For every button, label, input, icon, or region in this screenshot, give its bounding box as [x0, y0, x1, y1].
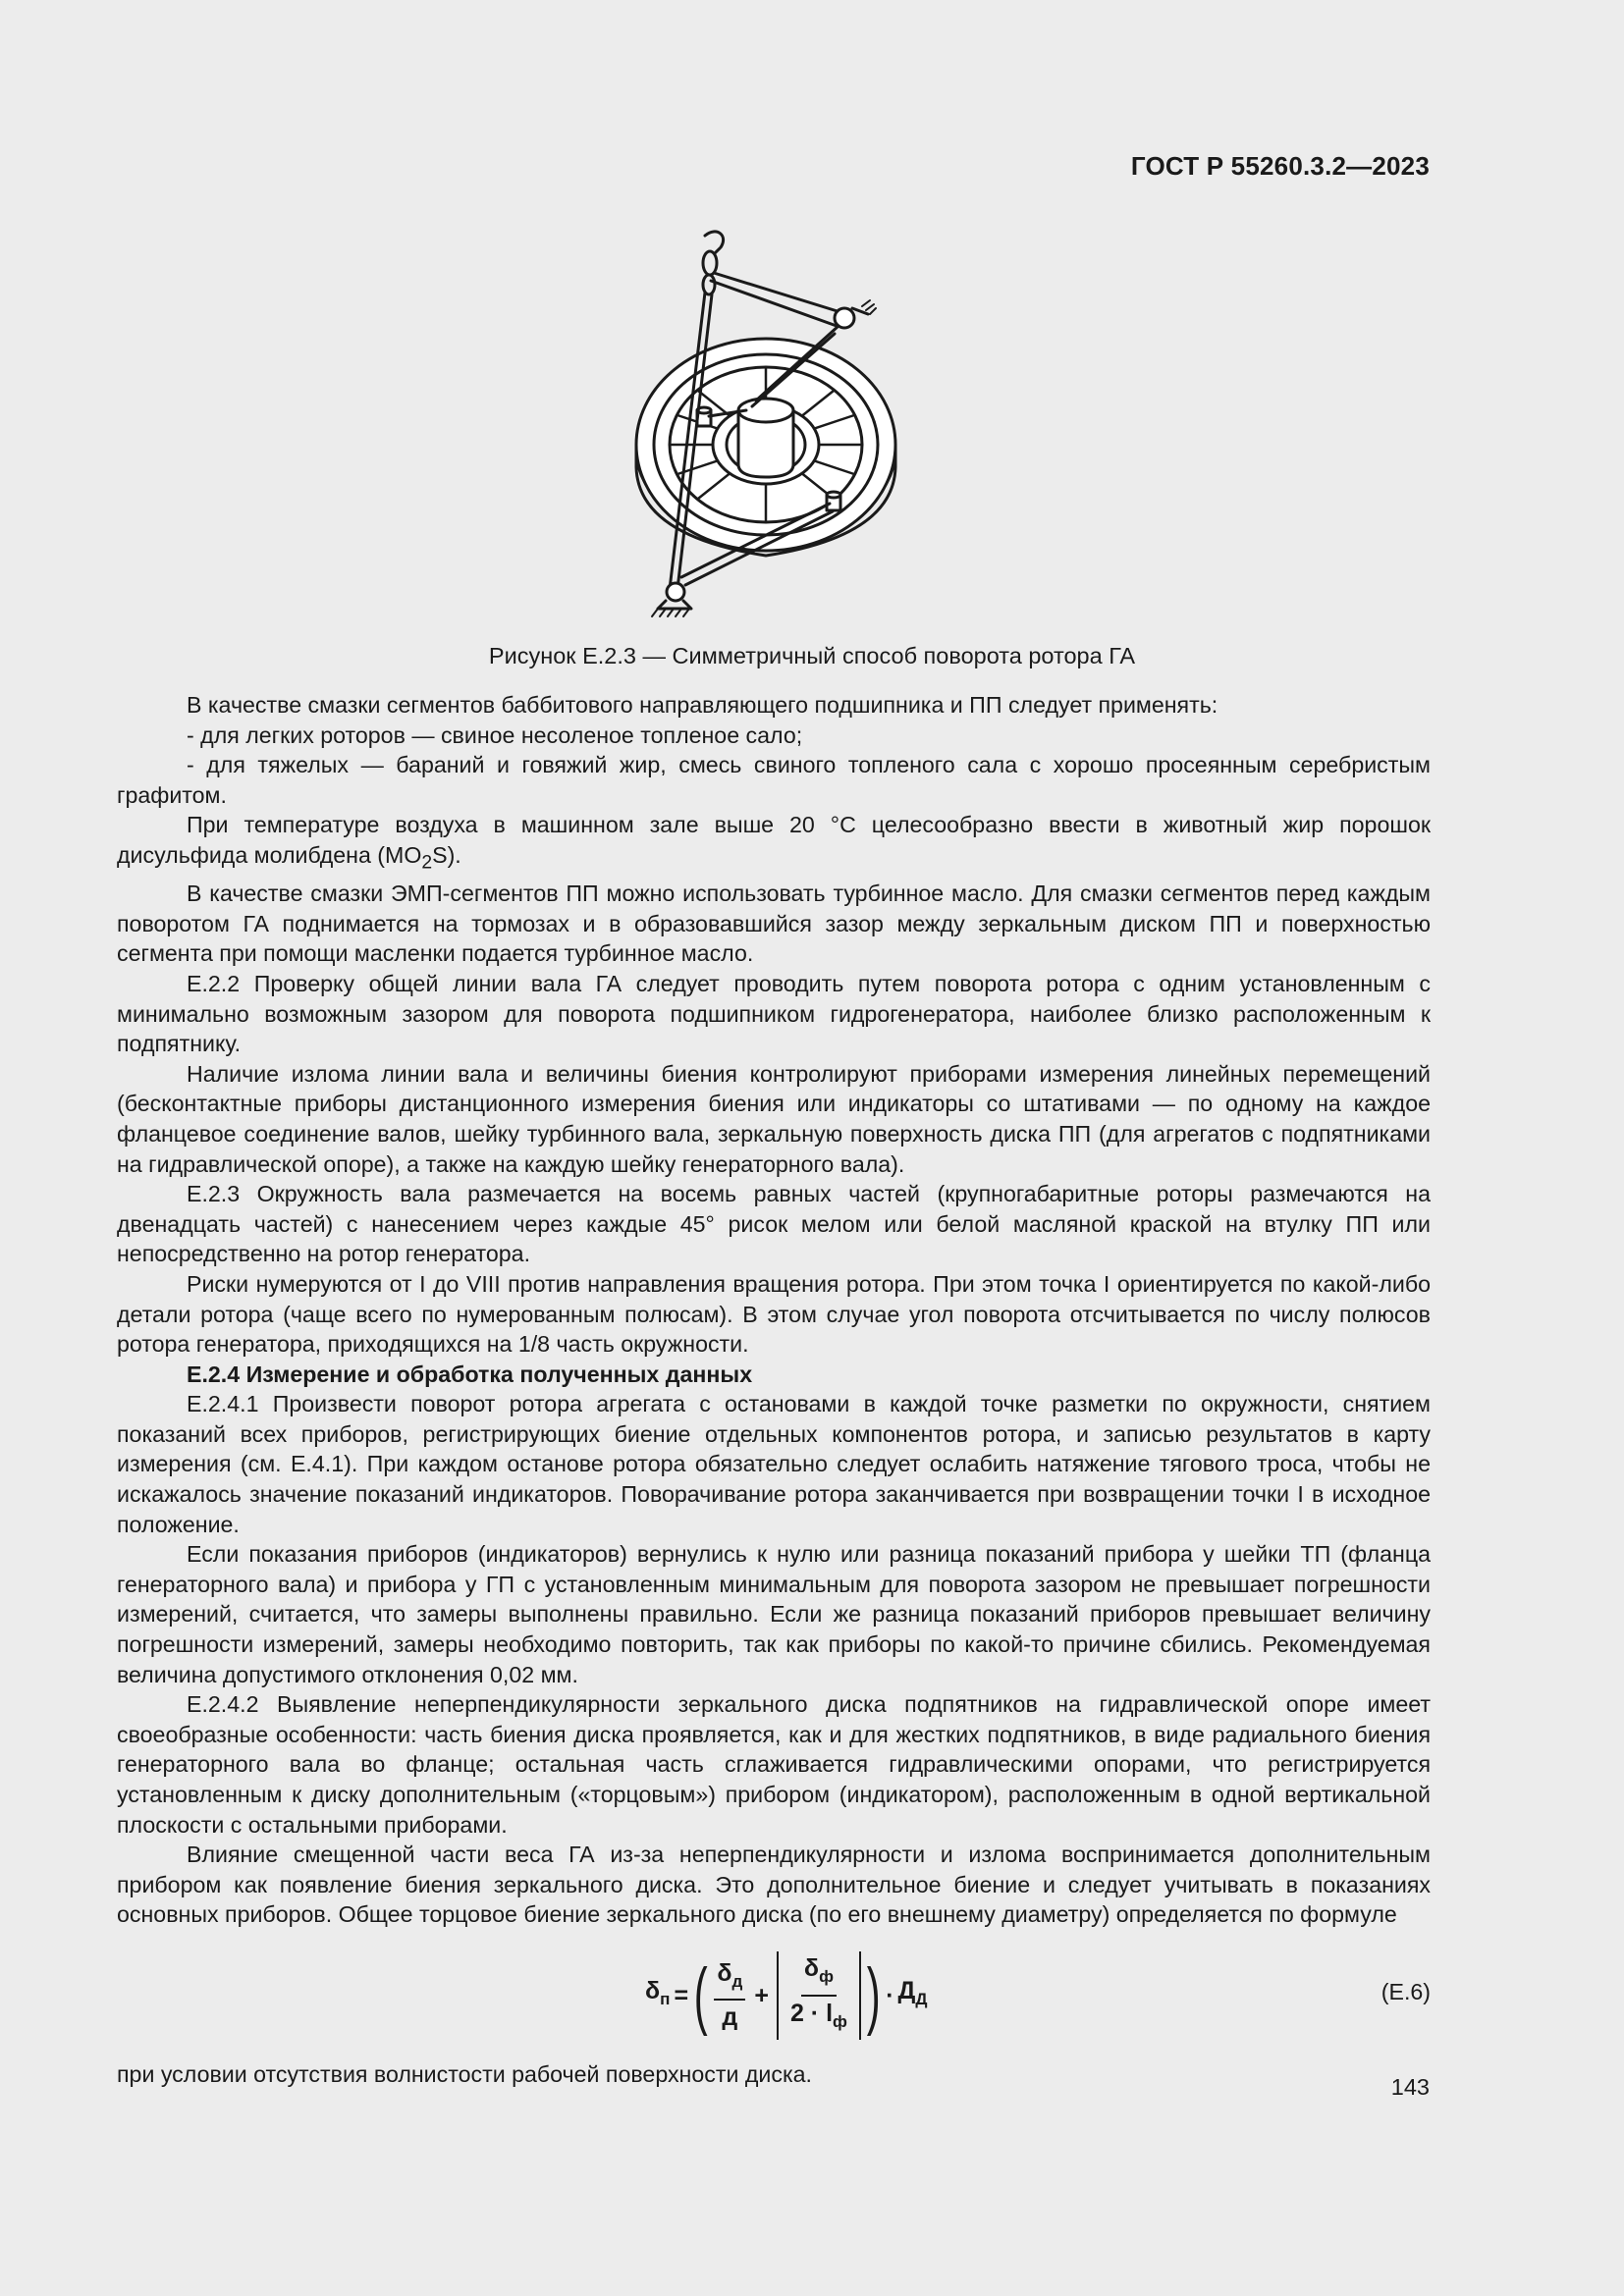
formula-plus: + [754, 1981, 769, 2009]
paragraph: Е.2.4.1 Произвести поворот ротора агрегата с остановами в каждой точке разметки по окружности, снятием показаний всех приборов, регистрирующих биение отдельных компонентов ротора, и записью результатов в карту измерения (см. Е.4.1). При каждом останове ротора обязательно следует ослабить натяжение тягового троса, чтобы не искажалось значение показаний индикаторов. Поворачивание ротора заканчивается при возвращении точки I в исходное положение. [117, 1391, 1431, 1537]
formula-left-paren: ( [693, 1952, 708, 2037]
formula-multiplier: $Д_Д$ [897, 1977, 928, 2009]
paragraph: Е.2.2 Проверку общей линии вала ГА следует проводить путем поворота ротора с одним установленным с минимально возможным зазором для поворота подшипником гидрогенератора, наиболее близко расположенным к подпятнику. [117, 970, 1431, 1057]
paragraph: - для легких роторов — свиное несоленое топленое сало; [187, 721, 803, 748]
formula-absolute [777, 1951, 861, 2039]
paragraph: В качестве смазки ЭМП-сегментов ПП можно использовать турбинное масло. Для смазки сегментов перед каждым поворотом ГА поднимается на тормозах и в образовавшийся зазор между зеркальным диском ПП и поверхностью сегмента при помощи масленки подается турбинное масло. [117, 881, 1431, 967]
formula [645, 1946, 927, 2046]
formula-lhs: $\delta_п$ [645, 1977, 671, 2009]
paragraph: Риски нумеруются от I до VIII против направления вращения ротора. При этом точка I ориентируется по какой-либо детали ротора (чаще всего по нумерованным полюсам). В этом случае угол поворота отсчитывается по числу полюсов ротора генератора, приходящихся на 1/8 часть окружности. [117, 1270, 1431, 1358]
formula-right-paren: ) [866, 1952, 881, 2037]
formula-row [117, 1946, 1431, 2046]
paragraph: При температуре воздуха в машинном зале выше 20 °С целесообразно ввести в животный жир порошок дисульфида молибдена $(МО_2S)$. [117, 812, 1431, 874]
formula-fraction-1: $\frac{\delta_д}{д}$ [714, 1958, 745, 2033]
standard-code: ГОСТ Р 55260.3.2—2023 [1130, 151, 1430, 181]
paragraph: - для тяжелых — бараний и говяжий жир, смесь свиного топленого сала с хорошо просеянным серебристым графитом. [117, 752, 1431, 808]
paragraph: Наличие излома линии вала и величины биения контролируют приборами измерения линейных перемещений (бесконтактные приборы дистанционного измерения биения или индикаторы со штативами — по одному на каждое фланцевое соединение валов, шейку турбинного вала, зеркальную поверхность диска ПП (для агрегатов с подпятниками на гидравлической опоре), а также на каждую шейку генераторного вала). [117, 1060, 1431, 1177]
paragraph: Е.2.3 Окружность вала размечается на восемь равных частей (крупногабаритные роторы размечаются на двенадцать частей) с нанесением через каждые 45° рисок мелом или белой масляной краской на втулку ПП или непосредственно на ротор генератора. [117, 1181, 1431, 1267]
paragraph: Если показания приборов (индикаторов) вернулись к нулю или разница показаний прибора у шейки ТП (фланца генераторного вала) и прибора у ГП с установленным минимальным для поворота зазором не превышает погрешности измерений, считается, что замеры выполнены правильно. Если же разница показаний приборов превышает величину погрешности измерений, замеры необходимо повторить, так как приборы по какой-то причине сбились. Рекомендуемая величина допустимого отклонения 0,02 мм. [117, 1541, 1431, 1687]
paragraph: при условии отсутствия волнистости рабочей поверхности диска. [117, 2060, 812, 2087]
equation-number: (Е.6) [1380, 1978, 1431, 2004]
page-number: 143 [1390, 2074, 1430, 2100]
formula-equals: = [674, 1981, 689, 2009]
formula-dot: · [886, 1981, 894, 2009]
rotor-lifting-diagram-icon [619, 224, 913, 626]
body-text [117, 690, 1431, 2090]
formula-fraction-2: $\frac{\delta_ф}{2 \cdot l_ф}$ [789, 1954, 847, 2031]
section-heading: Е.2.4 Измерение и обработка полученных данных [187, 1361, 753, 1387]
figure-caption: Рисунок Е.2.3 — Симметричный способ поворота ротора ГА [488, 643, 1136, 668]
paragraph: В качестве смазки сегментов баббитового направляющего подшипника и ПП следует применять: [187, 692, 1218, 718]
paragraph: Е.2.4.2 Выявление неперпендикулярности зеркального диска подпятников на гидравлической опоре имеет своеобразные особенности: часть биения диска проявляется, как и для жестких подпятников, в виде радиального биения генераторного вала во фланце; остальная часть сглаживается гидравлическими опорами, что регистрируется установленным к диску дополнительным («торцовым») прибором (индикатором), расположенным в одной вертикальной плоскости с остальными приборами. [117, 1691, 1431, 1838]
paragraph: Влияние смещенной части веса ГА из-за неперпендикулярности и излома воспринимается дополнительным прибором как появление биения зеркального диска. Это дополнительное биение и следует учитывать в показаниях основных приборов. Общее торцовое биение зеркального диска (по его внешнему диаметру) определяется по формуле [117, 1842, 1431, 1928]
